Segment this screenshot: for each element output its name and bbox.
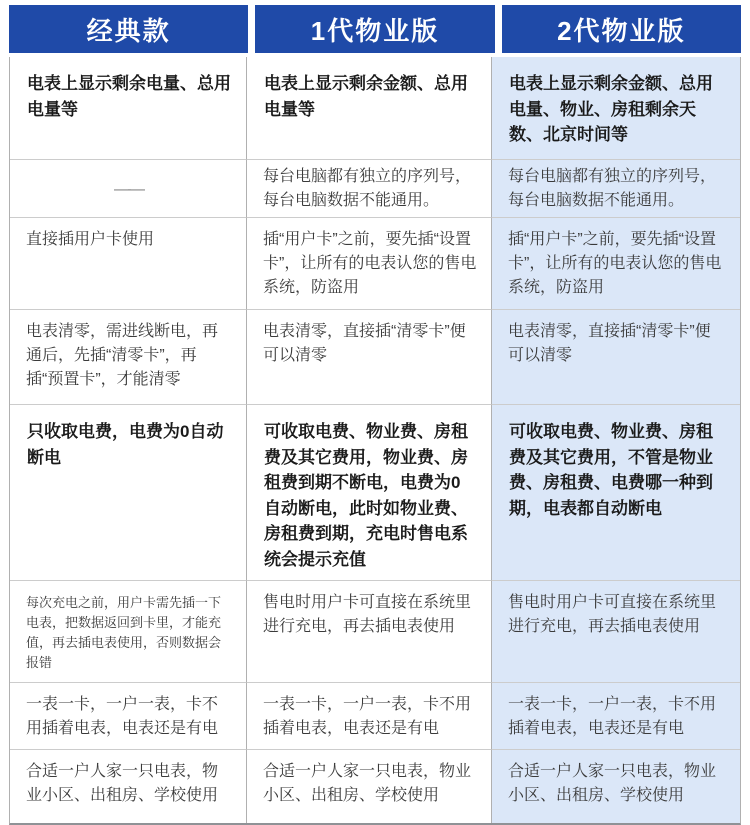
table-cell: 售电时用户卡可直接在系统里进行充电，再去插电表使用 xyxy=(492,581,740,683)
table-cell: 每台电脑都有独立的序列号，每台电脑数据不能通用。 xyxy=(247,160,492,218)
table-cell: 插“用户卡”之前，要先插“设置卡”，让所有的电表认您的售电系统，防盗用 xyxy=(492,218,740,310)
table-row-display-info xyxy=(10,57,740,160)
table-cell: 直接插用户卡使用 xyxy=(10,218,247,310)
table-cell: 电表上显示剩余金额、总用电量、物业、房租剩余天数、北京时间等 xyxy=(492,57,740,160)
table-row-fees xyxy=(10,405,740,581)
table-cell: 每台电脑都有独立的序列号，每台电脑数据不能通用。 xyxy=(492,160,740,218)
column-header-classic: 经典款 xyxy=(9,5,248,53)
table-header-row xyxy=(9,5,741,53)
table-row-serial-number xyxy=(10,160,740,218)
table-cell: 电表上显示剩余电量、总用电量等 xyxy=(10,57,247,160)
table-row-recharge xyxy=(10,581,740,683)
table-cell: 电表上显示剩余金额、总用电量等 xyxy=(247,57,492,160)
table-row-one-card-one-meter xyxy=(10,683,740,750)
table-row-use-cases xyxy=(10,750,740,823)
table-cell: 只收取电费，电费为0自动断电 xyxy=(10,405,247,581)
table-cell-empty-dash: —— xyxy=(10,160,247,218)
table-cell: 合适一户人家一只电表，物业小区、出租房、学校使用 xyxy=(492,750,740,823)
table-cell: 可收取电费、物业费、房租费及其它费用，不管是物业费、房租费、电费哪一种到期，电表都自动断电 xyxy=(492,405,740,581)
column-header-gen1-property: 1代物业版 xyxy=(255,5,494,53)
table-cell: 一表一卡，一户一表，卡不用插着电表，电表还是有电 xyxy=(247,683,492,750)
table-row-user-card xyxy=(10,218,740,310)
table-cell: 每次充电之前，用户卡需先插一下电表，把数据返回到卡里，才能充值，再去插电表使用，否则数据会报错 xyxy=(10,581,247,683)
table-cell: 合适一户人家一只电表，物业小区、出租房、学校使用 xyxy=(247,750,492,823)
table-cell: 电表清零，直接插“清零卡”便可以清零 xyxy=(492,310,740,405)
table-body xyxy=(9,57,741,825)
table-row-meter-reset xyxy=(10,310,740,405)
table-cell: 合适一户人家一只电表，物业小区、出租房、学校使用 xyxy=(10,750,247,823)
table-cell: 售电时用户卡可直接在系统里进行充电，再去插电表使用 xyxy=(247,581,492,683)
column-header-gen2-property: 2代物业版 xyxy=(502,5,741,53)
table-cell: 插“用户卡”之前，要先插“设置卡”，让所有的电表认您的售电系统，防盗用 xyxy=(247,218,492,310)
table-cell: 电表清零，需进线断电，再通后，先插“清零卡”，再插“预置卡”，才能清零 xyxy=(10,310,247,405)
table-cell: 电表清零，直接插“清零卡”便可以清零 xyxy=(247,310,492,405)
table-cell: 一表一卡，一户一表，卡不用插着电表，电表还是有电 xyxy=(492,683,740,750)
table-cell: 可收取电费、物业费、房租费及其它费用，物业费、房租费到期不断电，电费为0自动断电，此时如物业费、房租费到期，充电时售电系统会提示充值 xyxy=(247,405,492,581)
table-cell: 一表一卡，一户一表，卡不用插着电表，电表还是有电 xyxy=(10,683,247,750)
